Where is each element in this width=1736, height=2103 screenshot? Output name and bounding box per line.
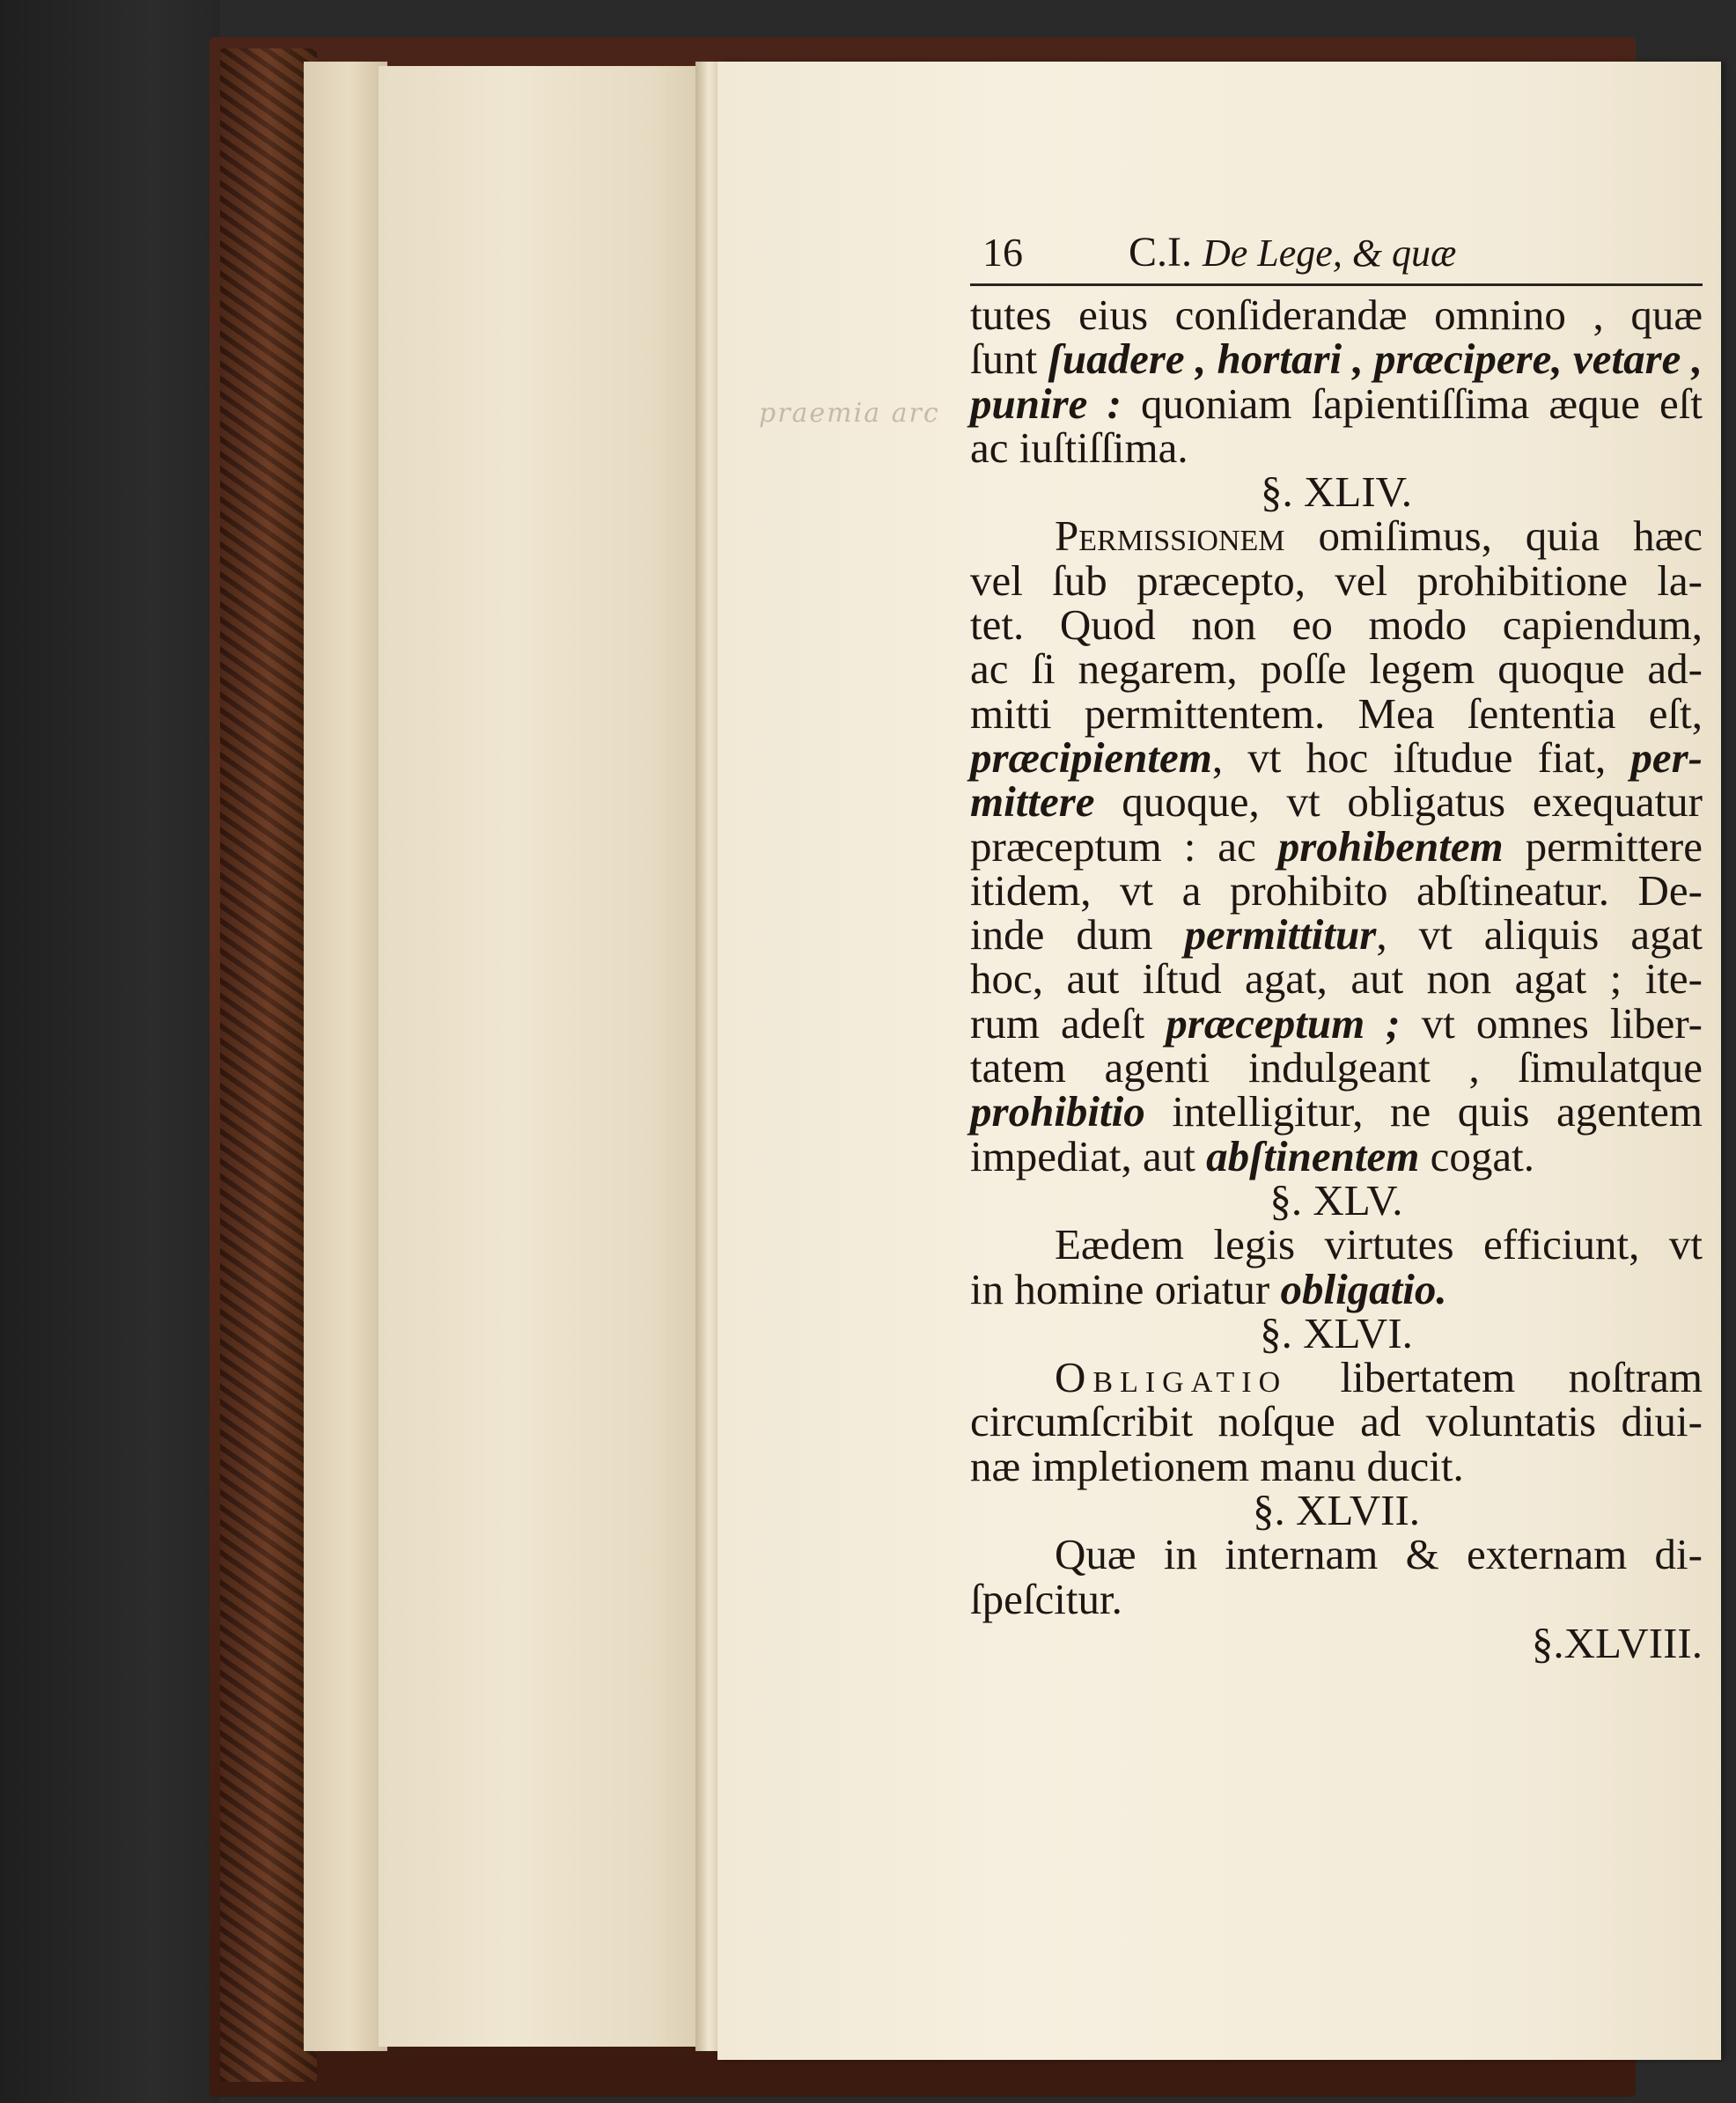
text-line — [970, 910, 1703, 960]
line-text: circumſcribit noſque ad voluntatis diui- — [970, 1397, 1703, 1446]
section-heading — [970, 1175, 1703, 1224]
text-line — [970, 600, 1703, 650]
text-line — [970, 688, 1703, 738]
italic-term: per- — [1630, 732, 1703, 782]
text-line — [970, 1574, 1703, 1623]
line-text: , vt aliquis agat — [1376, 910, 1703, 960]
text-line — [970, 954, 1703, 1004]
text-line — [970, 865, 1703, 915]
line-text: ſunt — [970, 335, 1048, 384]
text-line — [970, 732, 1703, 782]
line-text: ſpeſcitur. — [970, 1574, 1122, 1623]
italic-term: abſtinentem — [1206, 1131, 1420, 1180]
italic-term: permittitur — [1184, 910, 1377, 960]
text-line — [970, 423, 1703, 472]
line-text: tatem agenti indulgeant , ſimulatque — [970, 1043, 1703, 1092]
blank-flyleaf — [379, 66, 704, 2047]
running-title: De Lege, & quæ — [1203, 232, 1457, 275]
line-text: tutes eius conſiderandæ omnino , quæ — [970, 290, 1703, 339]
text-line — [970, 335, 1703, 384]
line-text: §. XLVI. — [1260, 1308, 1413, 1357]
line-text: §.XLVIII. — [1531, 1618, 1703, 1667]
text-line — [970, 1353, 1703, 1402]
line-text: præceptum : ac — [970, 821, 1278, 871]
text-line — [970, 644, 1703, 694]
marbled-cover-edge — [220, 48, 317, 2082]
text-line — [970, 555, 1703, 605]
spaced-caps-word: Obligatio — [1055, 1353, 1288, 1402]
line-text: permittere — [1503, 821, 1703, 871]
line-text: mitti permittentem. Mea ſententia eſt, — [970, 688, 1703, 738]
text-line — [970, 1131, 1703, 1180]
line-text: intelligitur, ne quis agentem — [1144, 1087, 1703, 1136]
line-text: , vt hoc iſtudue fiat, — [1211, 732, 1631, 782]
line-text: §. XLV. — [1269, 1175, 1403, 1224]
italic-term: obligatio. — [1280, 1264, 1447, 1313]
line-text: ac iuſtiſſima. — [970, 423, 1188, 472]
text-line — [970, 290, 1703, 339]
background — [0, 0, 220, 2103]
section-heading — [970, 1486, 1703, 1535]
line-text: libertatem noſtram — [1287, 1353, 1703, 1402]
line-text: quoque, vt obligatus exequatur — [1094, 777, 1703, 827]
body-lines — [970, 290, 1703, 1667]
chapter-heading — [1129, 231, 1456, 276]
line-text: Eædem legis virtutes efficiunt, vt — [1055, 1220, 1703, 1269]
line-text: quoniam ſapientiſſima æque eſt — [1121, 379, 1703, 428]
handwritten-marginalia: praemia arc — [759, 398, 940, 429]
italic-term: prohibentem — [1277, 821, 1504, 871]
text-line — [970, 1264, 1703, 1313]
text-line — [970, 1043, 1703, 1092]
italic-term: ſuadere , hortari , præcipere, vetare , — [1048, 335, 1703, 384]
chapter-number: C.I. — [1129, 229, 1192, 276]
header-rule — [970, 283, 1703, 286]
text-line — [970, 511, 1703, 561]
line-text: in homine oriatur — [970, 1264, 1281, 1313]
text-line — [970, 379, 1703, 428]
line-text: vel ſub præcepto, vel prohibitione la- — [970, 555, 1703, 605]
text-line — [970, 1441, 1703, 1490]
text-line — [970, 1530, 1703, 1579]
text-line — [970, 998, 1703, 1048]
line-text: itidem, vt a prohibito abſtineatur. De- — [970, 865, 1703, 915]
italic-term: prohibitio — [970, 1087, 1145, 1136]
line-text: inde dum — [970, 910, 1185, 960]
running-header — [970, 227, 1703, 282]
line-text: cogat. — [1419, 1131, 1534, 1180]
section-heading — [970, 1308, 1703, 1357]
text-line — [970, 1087, 1703, 1136]
italic-term: mittere — [970, 777, 1095, 827]
italic-term: præcipientem — [970, 732, 1212, 782]
page-block-edge — [304, 62, 387, 2051]
section-heading — [970, 1618, 1703, 1667]
line-text: impediat, aut — [970, 1131, 1207, 1180]
small-caps-word: Permissionem — [1055, 511, 1285, 561]
line-text: §. XLIV. — [1261, 467, 1412, 517]
italic-term: præceptum ; — [1166, 998, 1401, 1048]
line-text: tet. Quod non eo modo capiendum, — [970, 600, 1703, 650]
text-line — [970, 1220, 1703, 1269]
line-text: §. XLVII. — [1252, 1486, 1421, 1535]
line-text: vt omnes liber- — [1400, 998, 1703, 1048]
line-text: omiſimus, quia hæc — [1284, 511, 1703, 561]
section-heading — [970, 467, 1703, 517]
line-text: næ impletionem manu ducit. — [970, 1441, 1464, 1490]
text-line — [970, 821, 1703, 871]
line-text: rum adeſt — [970, 998, 1166, 1048]
text-line — [970, 1397, 1703, 1446]
page-text-block — [970, 227, 1703, 1665]
text-line — [970, 777, 1703, 827]
italic-term: punire : — [970, 379, 1122, 428]
page-number: 16 — [982, 230, 1023, 275]
line-text: hoc, aut iſtud agat, aut non agat ; ite- — [970, 954, 1703, 1004]
line-text: ac ſi negarem, poſſe legem quoque ad- — [970, 644, 1703, 694]
line-text: Quæ in internam & externam di- — [1055, 1530, 1703, 1579]
